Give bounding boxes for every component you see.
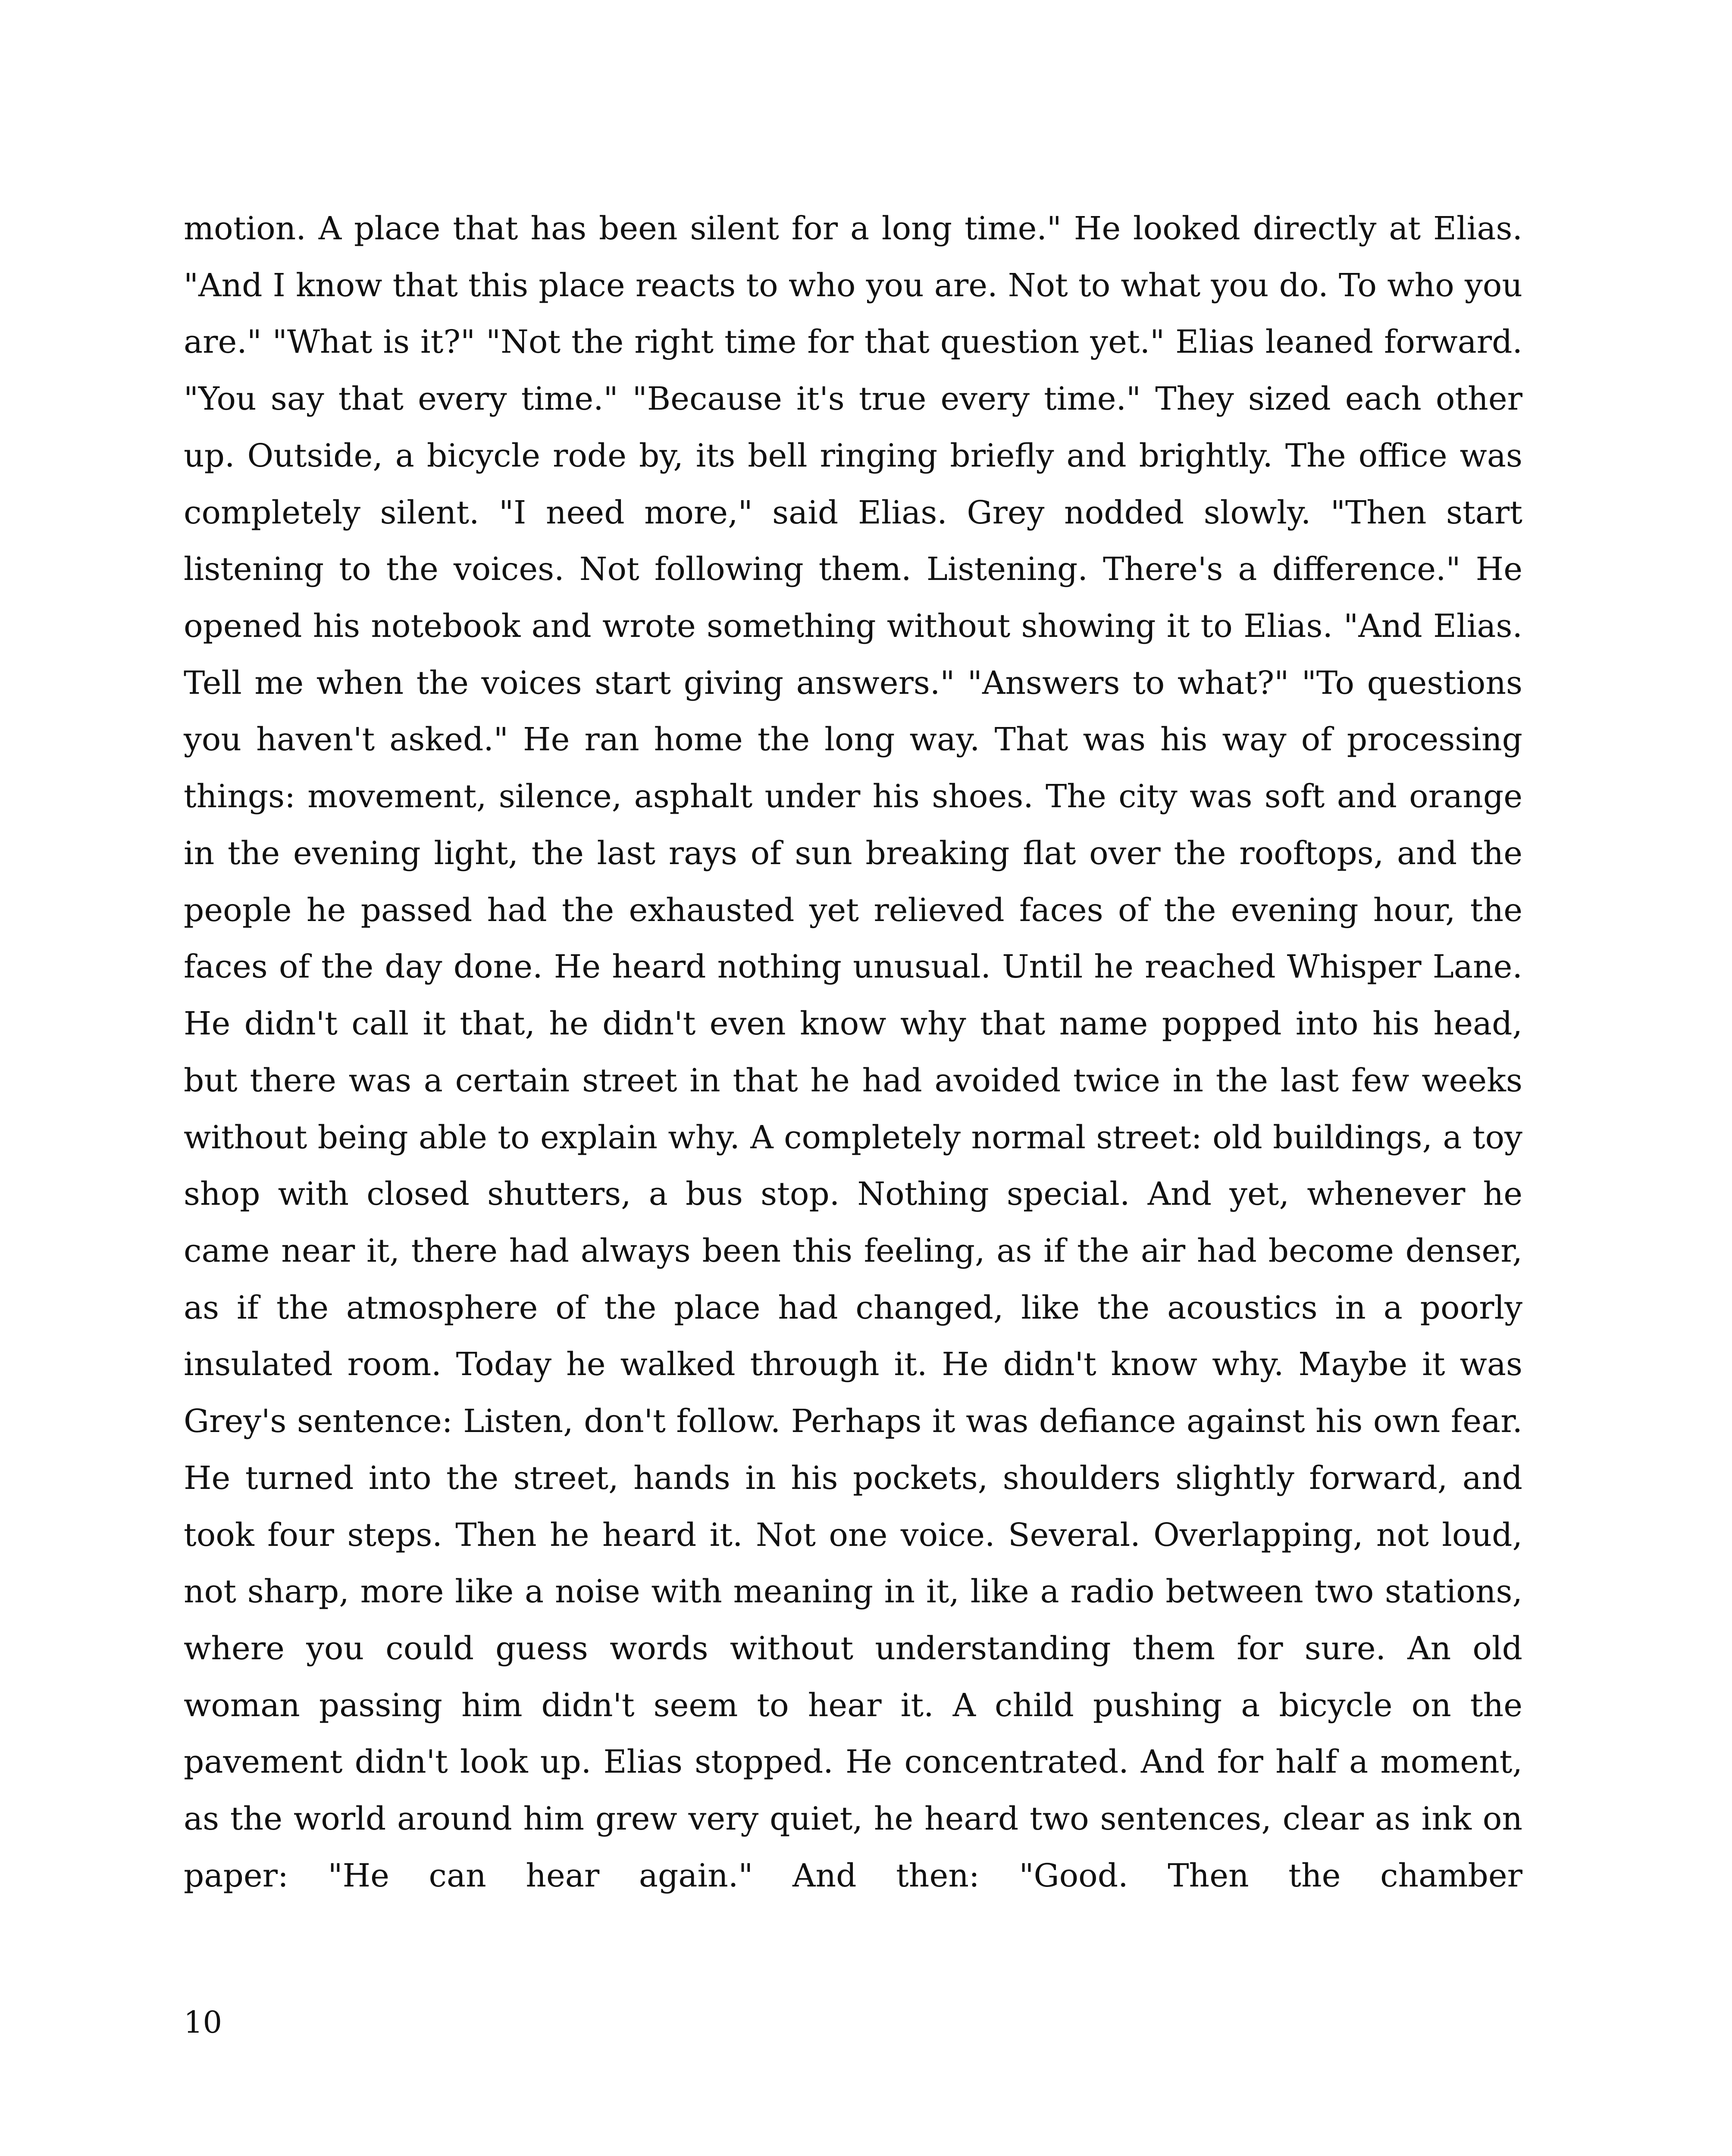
page-number: 10 — [184, 2005, 222, 2040]
body-paragraph: motion. A place that has been silent for a long time." He looked directly at Elias. "And I know that this place reacts to who you are. Not to what you do. To who you are." "What is it?" "Not the right time for that question yet." Elias leaned forward. "You say that every time." "Because it's true every time." They sized each other up. Outside, a bicycle rode by, its bell ringing briefly and brightly. The office was completely silent. "I need more," said Elias. Grey nodded slowly. "Then start listening to the voices. Not following them. Listening. There's a difference." He opened his notebook and wrote something without showing it to Elias. "And Elias. Tell me when the voices start giving answers." "Answers to what?" "To questions you haven't asked." He ran home the long way. That was his way of processing things: movement, silence, asphalt under his shoes. The city was soft and orange in the evening light, the last rays of sun breaking flat over the rooftops, and the people he passed had the exhausted yet relieved faces of the evening hour, the faces of the day done. He heard nothing unusual. Until he reached Whisper Lane. He didn't call it that, he didn't even know why that name popped into his head, but there was a certain street in that he had avoided twice in the last few weeks without being able to explain why. A completely normal street: old buildings, a toy shop with closed shutters, a bus stop. Nothing special. And yet, whenever he came near it, there had always been this feeling, as if the air had become denser, as if the atmosphere of the place had changed, like the acoustics in a poorly insulated room. Today he walked through it. He didn't know why. Maybe it was Grey's sentence: Listen, don't follow. Perhaps it was defiance against his own fear. He turned into the street, hands in his pockets, shoulders slightly forward, and took four steps. Then he heard it. Not one voice. Several. Overlapping, not loud, not sharp, more like a noise with meaning in it, like a radio between two stations, where you could guess words without understanding them for sure. An old woman passing him didn't seem to hear it. A child pushing a bicycle on the pavement didn't look up. Elias stopped. He concentrated. And for half a moment, as the world around him grew very quiet, he heard two sentences, clear as ink on paper: "He can hear again." And then: "Good. Then the chamber — [184, 210, 1522, 1894]
